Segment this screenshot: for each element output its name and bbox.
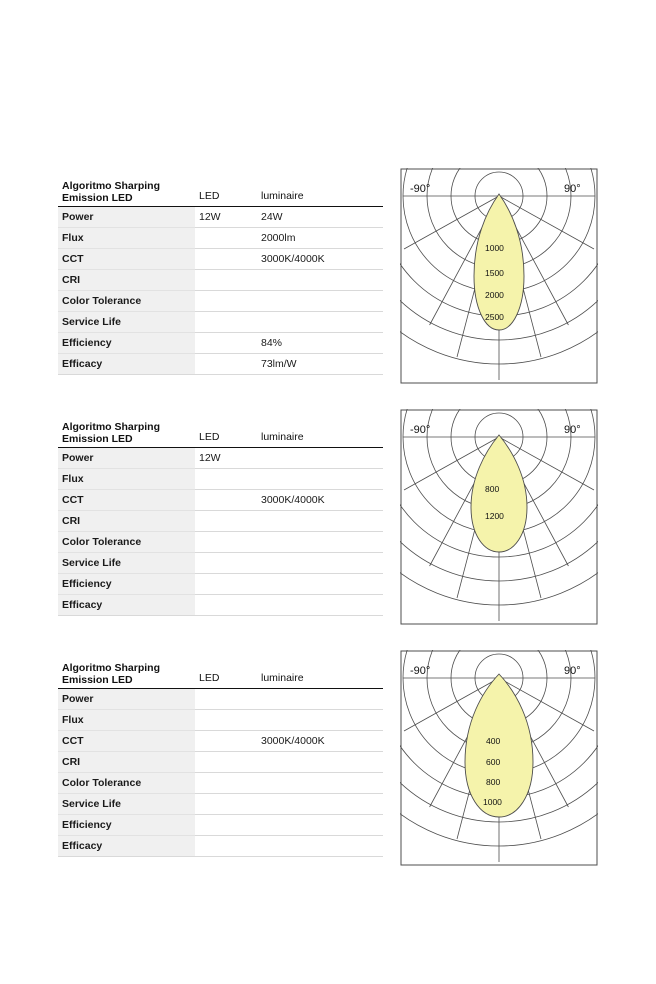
row-label: CRI xyxy=(58,511,195,532)
product-title-line2: Emission LED xyxy=(62,192,133,204)
row-value-luminaire xyxy=(257,574,383,595)
row-value-led: 12W xyxy=(195,207,257,228)
row-label: Color Tolerance xyxy=(58,291,195,312)
table-row xyxy=(58,490,383,511)
row-label: Power xyxy=(58,689,195,710)
table-row xyxy=(58,291,383,312)
table-row xyxy=(58,354,383,375)
row-value-led xyxy=(195,532,257,553)
table-row xyxy=(58,511,383,532)
row-value-led xyxy=(195,710,257,731)
polar-diagram-svg xyxy=(400,168,598,384)
row-value-led xyxy=(195,511,257,532)
row-value-luminaire: 3000K/4000K xyxy=(257,249,383,270)
row-label: Flux xyxy=(58,228,195,249)
row-value-led xyxy=(195,773,257,794)
row-value-led xyxy=(195,228,257,249)
row-label: Efficacy xyxy=(58,595,195,616)
row-value-led xyxy=(195,595,257,616)
table-header-row xyxy=(58,409,383,448)
angle-label-right: 90° xyxy=(564,665,581,677)
row-value-luminaire xyxy=(257,752,383,773)
row-label: CCT xyxy=(58,731,195,752)
polar-diagram-3 xyxy=(400,650,598,866)
column-header-led: LED xyxy=(195,650,257,689)
row-label: Efficiency xyxy=(58,815,195,836)
product-title-line2: Emission LED xyxy=(62,433,133,445)
table-row xyxy=(58,553,383,574)
row-value-luminaire: 24W xyxy=(257,207,383,228)
row-value-led xyxy=(195,333,257,354)
row-value-led xyxy=(195,689,257,710)
table-row xyxy=(58,469,383,490)
row-value-led xyxy=(195,312,257,333)
row-value-led xyxy=(195,731,257,752)
iso-label: 800 xyxy=(485,484,500,494)
product-title xyxy=(58,650,195,689)
row-label: Efficiency xyxy=(58,333,195,354)
table-row xyxy=(58,333,383,354)
table-row xyxy=(58,773,383,794)
iso-label: 1500 xyxy=(485,268,504,278)
column-header-led: LED xyxy=(195,409,257,448)
polar-diagram-1 xyxy=(400,168,598,384)
row-label: Service Life xyxy=(58,312,195,333)
row-label: Power xyxy=(58,448,195,469)
table-header-row xyxy=(58,168,383,207)
iso-label: 800 xyxy=(486,777,501,787)
row-value-luminaire: 3000K/4000K xyxy=(257,731,383,752)
product-title xyxy=(58,409,195,448)
table-row xyxy=(58,836,383,857)
column-header-luminaire: luminaire xyxy=(257,168,383,207)
row-value-luminaire xyxy=(257,689,383,710)
angle-label-left: -90° xyxy=(410,424,431,436)
table-row xyxy=(58,574,383,595)
table-row xyxy=(58,815,383,836)
table-row xyxy=(58,207,383,228)
row-value-led xyxy=(195,574,257,595)
column-header-luminaire: luminaire xyxy=(257,650,383,689)
row-value-luminaire: 84% xyxy=(257,333,383,354)
row-label: CRI xyxy=(58,270,195,291)
row-label: CCT xyxy=(58,490,195,511)
angle-label-left: -90° xyxy=(410,183,431,195)
spec-table-1 xyxy=(58,168,383,375)
row-value-luminaire: 73lm/W xyxy=(257,354,383,375)
table-row xyxy=(58,532,383,553)
row-value-luminaire xyxy=(257,532,383,553)
row-label: Color Tolerance xyxy=(58,532,195,553)
iso-label: 1200 xyxy=(485,511,504,521)
row-label: Power xyxy=(58,207,195,228)
row-value-luminaire xyxy=(257,773,383,794)
spec-table-3 xyxy=(58,650,383,857)
iso-label: 2000 xyxy=(485,290,504,300)
row-value-luminaire xyxy=(257,595,383,616)
iso-label: 600 xyxy=(486,757,501,767)
row-label: Efficacy xyxy=(58,354,195,375)
row-value-luminaire xyxy=(257,794,383,815)
row-value-led: 12W xyxy=(195,448,257,469)
table-row xyxy=(58,710,383,731)
column-header-luminaire: luminaire xyxy=(257,409,383,448)
row-value-led xyxy=(195,815,257,836)
table-row xyxy=(58,228,383,249)
iso-label: 1000 xyxy=(485,243,504,253)
angle-label-left: -90° xyxy=(410,665,431,677)
table-row xyxy=(58,595,383,616)
table-header-row xyxy=(58,650,383,689)
polar-diagram-2 xyxy=(400,409,598,625)
product-title-line1: Algoritmo Sharping xyxy=(62,662,160,674)
row-value-luminaire xyxy=(257,511,383,532)
row-label: Efficacy xyxy=(58,836,195,857)
row-value-led xyxy=(195,469,257,490)
table-row xyxy=(58,249,383,270)
product-title-line1: Algoritmo Sharping xyxy=(62,180,160,192)
row-label: Flux xyxy=(58,710,195,731)
row-label: Flux xyxy=(58,469,195,490)
row-value-led xyxy=(195,836,257,857)
product-title-line1: Algoritmo Sharping xyxy=(62,421,160,433)
row-value-luminaire xyxy=(257,312,383,333)
row-value-luminaire xyxy=(257,291,383,312)
row-value-luminaire: 3000K/4000K xyxy=(257,490,383,511)
row-value-luminaire xyxy=(257,553,383,574)
column-header-led: LED xyxy=(195,168,257,207)
row-value-luminaire xyxy=(257,815,383,836)
spec-table-2 xyxy=(58,409,383,616)
row-value-led xyxy=(195,354,257,375)
table-row xyxy=(58,794,383,815)
row-value-luminaire: 2000lm xyxy=(257,228,383,249)
row-label: CRI xyxy=(58,752,195,773)
row-value-luminaire xyxy=(257,270,383,291)
table-row xyxy=(58,270,383,291)
row-value-led xyxy=(195,249,257,270)
table-row xyxy=(58,689,383,710)
angle-label-right: 90° xyxy=(564,183,581,195)
row-value-luminaire xyxy=(257,710,383,731)
row-label: Service Life xyxy=(58,553,195,574)
row-label: Color Tolerance xyxy=(58,773,195,794)
row-value-led xyxy=(195,270,257,291)
row-label: Service Life xyxy=(58,794,195,815)
polar-diagram-svg xyxy=(400,650,598,866)
row-value-luminaire xyxy=(257,836,383,857)
row-value-led xyxy=(195,291,257,312)
polar-diagram-svg xyxy=(400,409,598,625)
row-label: Efficiency xyxy=(58,574,195,595)
table-row xyxy=(58,752,383,773)
product-title-line2: Emission LED xyxy=(62,674,133,686)
row-value-led xyxy=(195,794,257,815)
iso-label: 400 xyxy=(486,736,501,746)
angle-label-right: 90° xyxy=(564,424,581,436)
iso-label: 2500 xyxy=(485,312,504,322)
table-row xyxy=(58,731,383,752)
row-value-luminaire xyxy=(257,469,383,490)
table-row xyxy=(58,448,383,469)
product-title xyxy=(58,168,195,207)
iso-label: 1000 xyxy=(483,797,502,807)
table-row xyxy=(58,312,383,333)
row-value-led xyxy=(195,553,257,574)
row-value-led xyxy=(195,490,257,511)
row-value-led xyxy=(195,752,257,773)
row-value-luminaire xyxy=(257,448,383,469)
row-label: CCT xyxy=(58,249,195,270)
